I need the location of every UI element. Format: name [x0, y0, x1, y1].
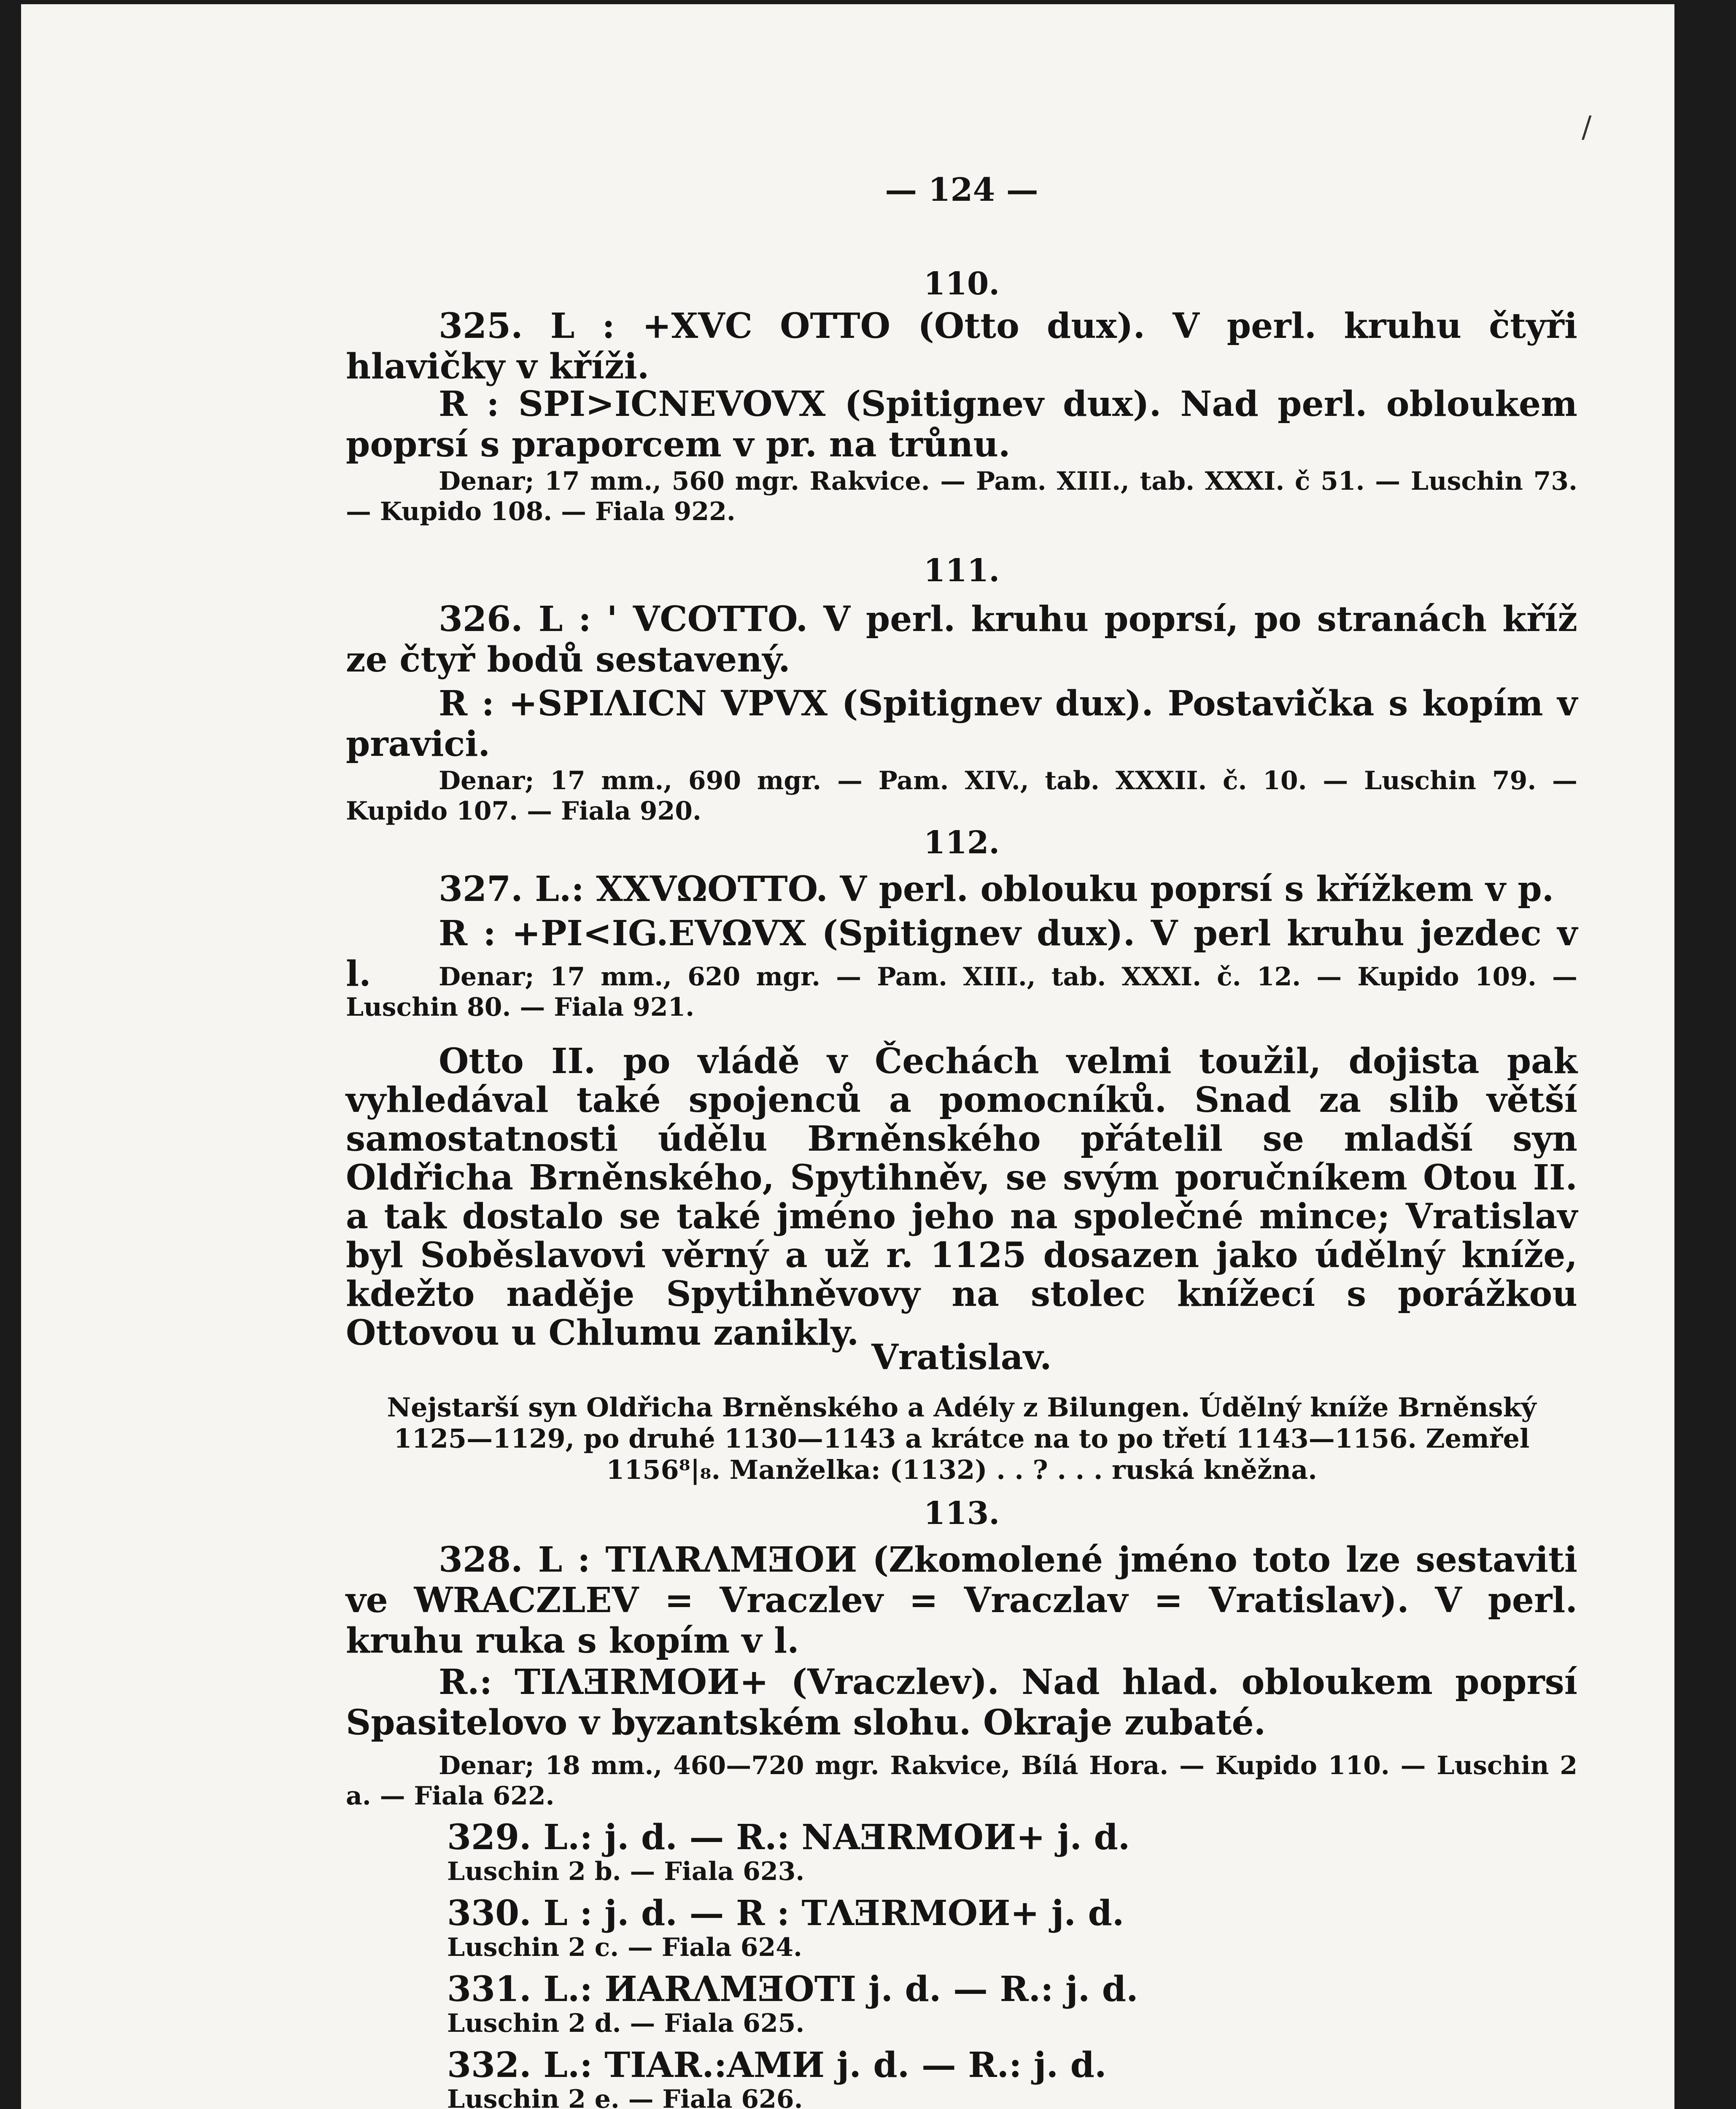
entry-obverse: 328. L : TIΛRΛMƎOИ (Zkomolené jméno toto lze sestaviti ve WRACZLEV = Vraczlev = Vraczlav = Vratislav). V perl. kruhu ruka s kopím v l.: [346, 1540, 1577, 1661]
group-heading: 112.: [923, 825, 1000, 861]
variant-ref: Luschin 2 b. — Fiala 623.: [447, 1857, 805, 1886]
variant-entry: [447, 1970, 1544, 2038]
entry-note: Denar; 17 mm., 690 mgr. — Pam. XIV., tab. XXXII. č. 10. — Luschin 79. — Kupido 107. — Fiala 920.: [346, 766, 1577, 826]
variant-ref: Luschin 2 c. — Fiala 624.: [447, 1933, 802, 1962]
section-intro: [380, 1392, 1544, 1486]
intro-line: 1125—1129, po druhé 1130—1143 a krátce na to po třetí 1143—1156. Zemřel: [394, 1423, 1530, 1454]
intro-line: Nejstarší syn Oldřicha Brněnského a Adély z Bilungen. Údělný kníže Brněnský: [387, 1392, 1537, 1423]
variant-ref: Luschin 2 d. — Fiala 625.: [447, 2009, 805, 2038]
entry-obverse: 325. L : +XVC OTTO (Otto dux). V perl. kruhu čtyři hlavičky v kříži.: [346, 306, 1577, 387]
entry-reverse: R : +PI<IG.EVΩVX (Spitignev dux). V perl kruhu jezdec v l.: [346, 913, 1577, 994]
entry-note: Denar; 17 mm., 560 mgr. Rakvice. — Pam. XIII., tab. XXXI. č 51. — Luschin 73. — Kupido 108. — Fiala 922.: [346, 467, 1577, 526]
variant-line: 332. L.: TIAR.:AMИ j. d. — R.: j. d.: [447, 2045, 1107, 2085]
group-heading: 111.: [923, 553, 1000, 589]
intro-line: 1156⁸|₈. Manželka: (1132) . . ? . . . ruská kněžna.: [606, 1454, 1317, 1485]
entry-reverse: R : SPI>ICNEVOVX (Spitignev dux). Nad perl. obloukem poprsí s praporcem v pr. na trůnu.: [346, 384, 1577, 465]
group-heading: 113.: [923, 1495, 1000, 1532]
margin-mark: /: [1582, 110, 1592, 144]
variant-line: 331. L.: ИARΛMƎOTI j. d. — R.: j. d.: [447, 1969, 1138, 2009]
entry-reverse: R : +SPIΛICN VPVX (Spitignev dux). Postavička s kopím v pravici.: [346, 683, 1577, 764]
page: [21, 4, 1674, 2109]
entry-note: Denar; 18 mm., 460—720 mgr. Rakvice, Bílá Hora. — Kupido 110. — Luschin 2 a. — Fiala 622.: [346, 1751, 1577, 1811]
variant-entry: [447, 1894, 1544, 1962]
variant-line: 330. L : j. d. — R : TΛƎRMOИ+ j. d.: [447, 1893, 1124, 1934]
history-paragraph: Otto II. po vládě v Čechách velmi toužil, dojista pak vyhledával také spojenců a pomocníků. Snad za slib větší samostatnosti údělu Brněnského přátelil se mladší syn Oldřicha Brněnského, Spytihněv, se svým poručníkem Otou II. a tak dostalo se také jméno jeho na společné mince; Vratislav byl Soběslavovi věrný a už r. 1125 dosazen jako údělný kníže, kdežto naděje Spytihněvovy na stolec knížecí s porážkou Ottovou u Chlumu zanikly.: [346, 1041, 1577, 1353]
variant-line: 329. L.: j. d. — R.: NAƎRMOИ+ j. d.: [447, 1817, 1130, 1858]
entry-note: Denar; 17 mm., 620 mgr. — Pam. XIII., tab. XXXI. č. 12. — Kupido 109. — Luschin 80. — Fiala 921.: [346, 962, 1577, 1022]
variant-ref: Luschin 2 e. — Fiala 626.: [447, 2085, 803, 2109]
section-title: Vratislav.: [871, 1337, 1052, 1378]
variant-entry: [447, 1818, 1544, 1886]
group-heading: 110.: [923, 266, 1000, 302]
variant-entry: [447, 2046, 1544, 2109]
page-number: — 124 —: [885, 171, 1038, 208]
entry-reverse: R.: TIΛƎRMOИ+ (Vraczlev). Nad hlad. obloukem poprsí Spasitelovo v byzantském slohu. Okraje zubaté.: [346, 1662, 1577, 1743]
entry-obverse: 326. L : ' VCOTTO. V perl. kruhu poprsí, po stranách kříž ze čtyř bodů sestavený.: [346, 599, 1577, 680]
entry-obverse: 327. L.: XXVΩOTTO. V perl. oblouku poprsí s křížkem v p.: [439, 869, 1554, 909]
